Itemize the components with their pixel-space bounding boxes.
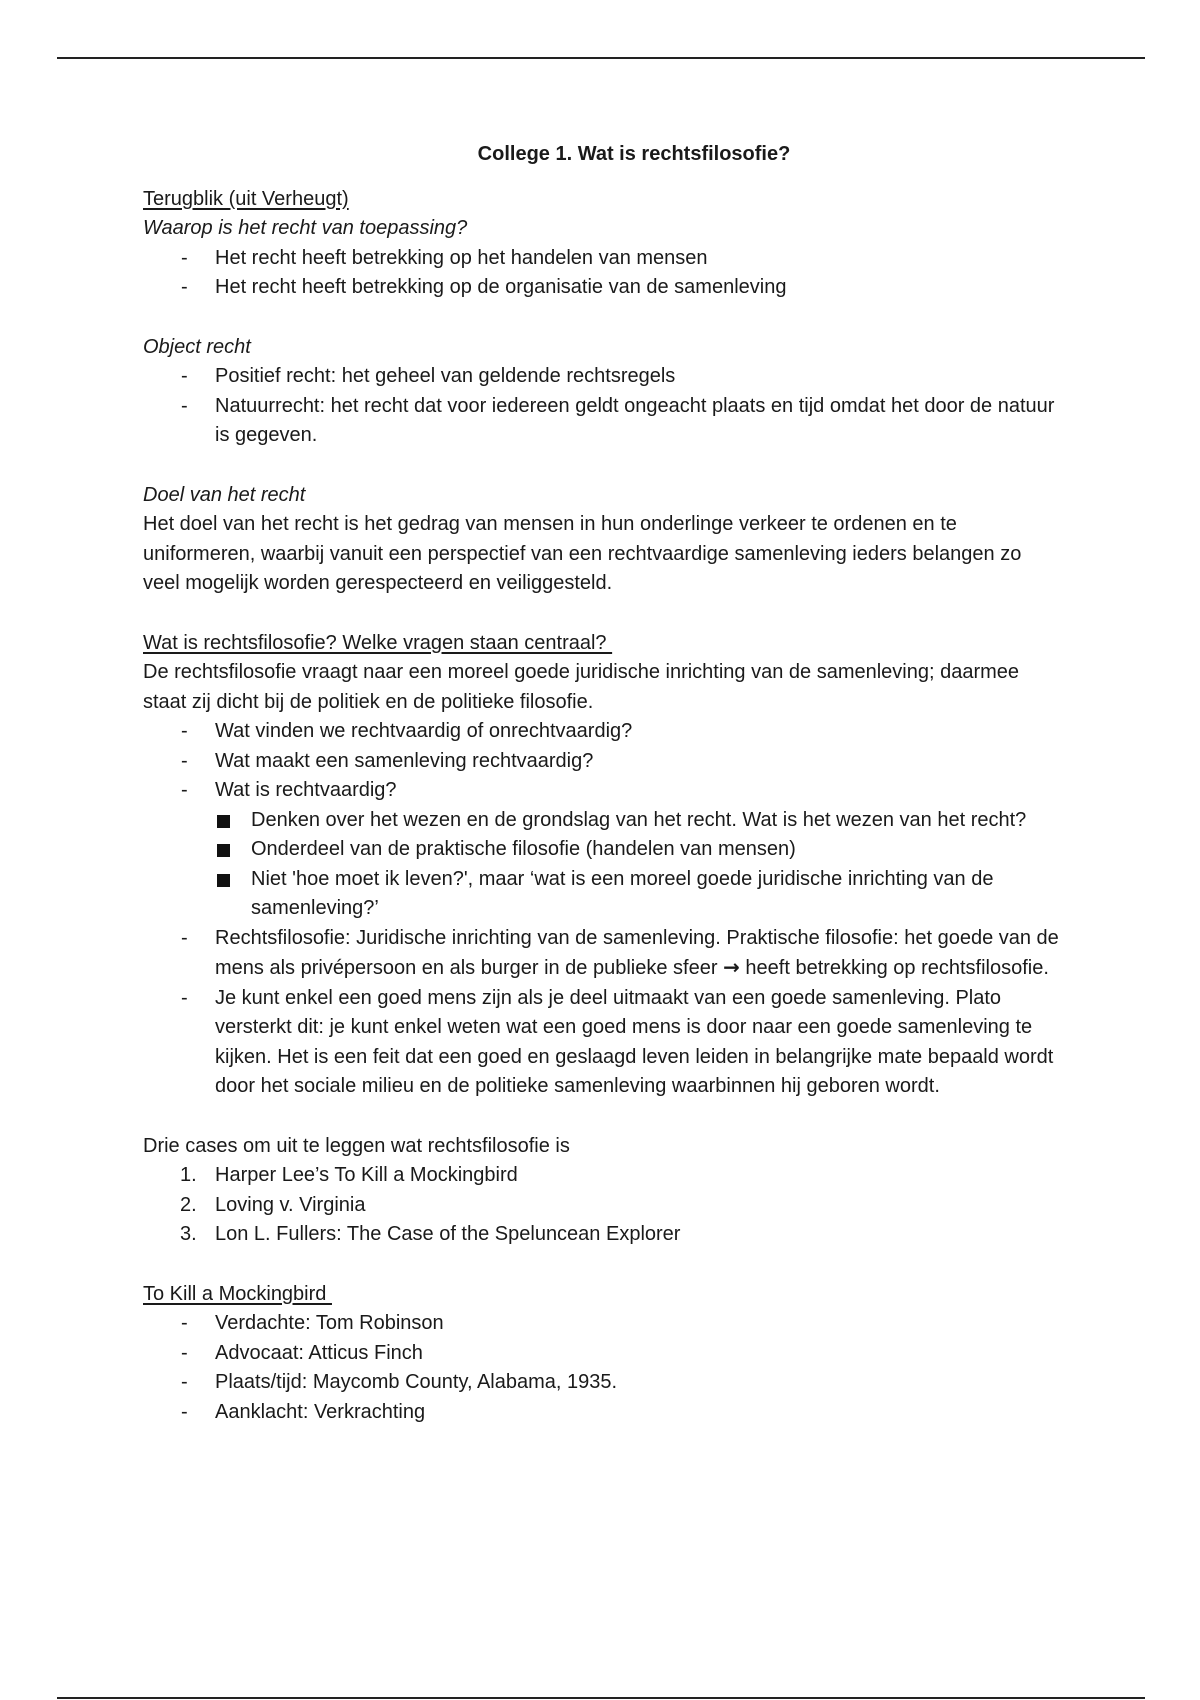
section-heading: Terugblik (uit Verheugt) [143, 187, 349, 210]
list-item [143, 924, 1063, 984]
list-item: - Aanklacht: Verkrachting [143, 1398, 1063, 1428]
bullet-list [143, 1309, 1063, 1427]
document-page [143, 140, 1063, 1427]
list-number: 3. [180, 1223, 197, 1245]
section-heading: Drie cases om uit te leggen wat rechtsfilosofie is [143, 1134, 570, 1157]
page-title: College 1. Wat is rechtsfilosofie? [477, 143, 791, 165]
section-heading: To Kill a Mockingbird [143, 1282, 332, 1305]
list-item-text: Lon L. Fullers: The Case of the Speluncean Explorer [215, 1223, 681, 1245]
section-object-recht [143, 333, 1063, 451]
section-heading: Doel van het recht [143, 483, 306, 506]
list-item: - Advocaat: Atticus Finch [143, 1339, 1063, 1369]
list-item-text: Rechtsfilosofie: Juridische inrichting van de samenleving. Praktische filosofie: het goede van de mens als privépersoon en als burger in de publieke sfeer [215, 926, 1059, 979]
section-subheading: Waarop is het recht van toepassing? [143, 217, 468, 239]
list-item: - Wat vinden we rechtvaardig of onrechtvaardig? [143, 717, 1063, 747]
sub-bullet-list [215, 806, 1063, 924]
section-cases [143, 1132, 1063, 1250]
paragraph: Het doel van het recht is het gedrag van mensen in hun onderlinge verkeer te ordenen en te uniformeren, waarbij vanuit een perspectief van een rechtvaardige samenleving ieders belangen zo veel mogelijk worden gerespecteerd en veiliggesteld. [143, 513, 1022, 594]
section-mockingbird [143, 1280, 1063, 1428]
numbered-list [143, 1161, 1063, 1250]
section-doel [143, 481, 1063, 599]
section-heading: Wat is rechtsfilosofie? Welke vragen staan centraal? [143, 631, 613, 654]
section-wat-is-rechtsfilosofie [143, 629, 1063, 1102]
paragraph: De rechtsfilosofie vraagt naar een moreel goede juridische inrichting van de samenleving; daarmee staat zij dicht bij de politiek en de politieke filosofie. [143, 661, 1020, 713]
bullet-list [143, 717, 1063, 1102]
sub-list-item: Niet 'hoe moet ik leven?', maar ‘wat is een moreel goede juridische inrichting van de samenleving?’ [215, 865, 1063, 924]
list-item: - Je kunt enkel een goed mens zijn als je deel uitmaakt van een goede samenleving. Plato versterkt dit: je kunt enkel weten wat een goed mens is door naar een goede samenleving te kijken. Het is een feit dat een goed en geslaagd leven leiden in belangrijke mate bepaald wordt door het sociale milieu en de politieke samenleving waarbinnen hij geboren wordt. [143, 984, 1063, 1102]
list-item-text: Wat is rechtvaardig? [215, 779, 397, 801]
section-terugblik [143, 185, 1063, 303]
list-item: - Plaats/tijd: Maycomb County, Alabama, 1935. [143, 1368, 1063, 1398]
list-item [143, 1220, 1063, 1250]
list-number: 2. [180, 1193, 197, 1216]
list-item: - Het recht heeft betrekking op het handelen van mensen [143, 244, 1063, 274]
list-item-text: Loving v. Virginia [215, 1193, 366, 1216]
list-number: 1. [180, 1164, 197, 1186]
sub-list-item: Onderdeel van de praktische filosofie (handelen van mensen) [215, 835, 1063, 865]
list-item [143, 1191, 1063, 1221]
list-item: - Het recht heeft betrekking op de organisatie van de samenleving [143, 273, 1063, 303]
bottom-rule [57, 1697, 1145, 1699]
top-rule [57, 57, 1145, 59]
bullet-list [143, 362, 1063, 451]
list-item: - Wat maakt een samenleving rechtvaardig? [143, 747, 1063, 777]
list-item-text: Harper Lee’s To Kill a Mockingbird [215, 1164, 518, 1186]
list-item-text: heeft betrekking op rechtsfilosofie. [745, 957, 1049, 979]
list-item [143, 776, 1063, 924]
section-heading: Object recht [143, 335, 251, 358]
list-item: - Positief recht: het geheel van geldende rechtsregels [143, 362, 1063, 392]
list-item: - Natuurrecht: het recht dat voor iedereen geldt ongeacht plaats en tijd omdat het door de natuur is gegeven. [143, 392, 1063, 451]
sub-list-item: Denken over het wezen en de grondslag van het recht. Wat is het wezen van het recht? [215, 806, 1063, 836]
list-item: - Verdachte: Tom Robinson [143, 1309, 1063, 1339]
list-item [143, 1161, 1063, 1191]
bullet-list [143, 244, 1063, 303]
arrow-right-icon: → [723, 955, 740, 979]
